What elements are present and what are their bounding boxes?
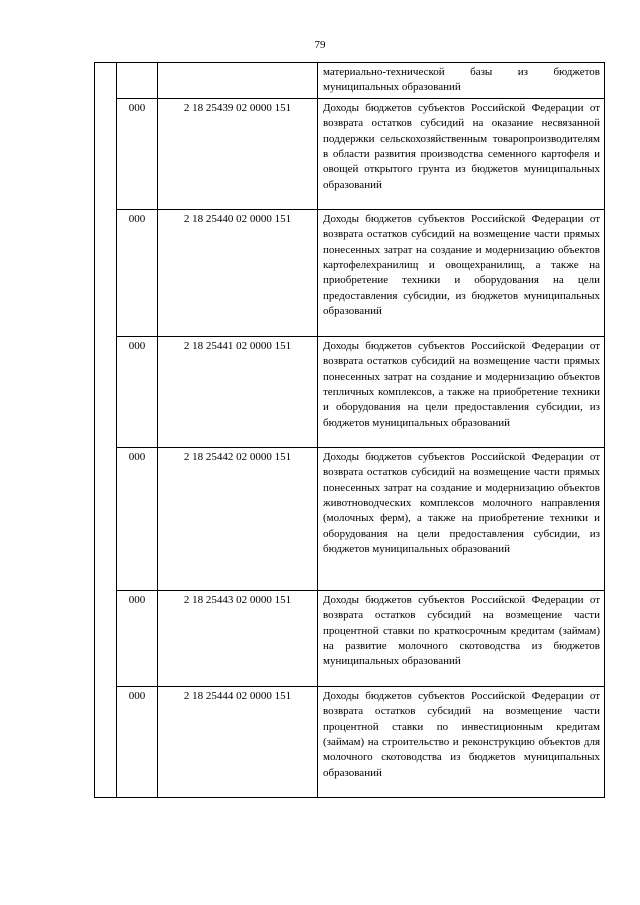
page-number: 79 [314, 39, 326, 51]
table-row [95, 98, 605, 209]
table-row-continuation [95, 63, 605, 99]
income-code-cell: 2 18 25444 02 0000 151 [158, 686, 318, 797]
admin-code-cell [117, 63, 158, 99]
table-row [95, 447, 605, 590]
income-code-cell: 2 18 25441 02 0000 151 [158, 336, 318, 447]
admin-code-cell: 000 [117, 209, 158, 336]
income-name-cell: Доходы бюджетов субъектов Российской Федерации от возврата остатков субсидий на возмещение части процентной ставки по инвестиционным кредитам (займам) на строительство и реконструкцию объектов для молочного скотоводства из бюджетов муниципальных образований [318, 686, 605, 797]
income-name-cell: материально-технической базы из бюджетов муниципальных образований [318, 63, 605, 99]
income-name-cell: Доходы бюджетов субъектов Российской Федерации от возврата остатков субсидий на возмещение части процентной ставки по краткосрочным кредитам (займам) на развитие молочного скотоводства из бюджетов муниципальных образований [318, 590, 605, 686]
income-code-cell: 2 18 25443 02 0000 151 [158, 590, 318, 686]
admin-code-cell: 000 [117, 336, 158, 447]
income-name-cell: Доходы бюджетов субъектов Российской Федерации от возврата остатков субсидий на возмещение части прямых понесенных затрат на создание и модернизацию объектов животноводческих комплексов молочного направления (молочных ферм), а также на приобретение техники и оборудования на цели предоставления субсидии, из бюджетов муниципальных образований [318, 447, 605, 590]
income-codes-table [94, 62, 605, 798]
table-row [95, 686, 605, 797]
income-name-cell: Доходы бюджетов субъектов Российской Федерации от возврата остатков субсидий на возмещение части прямых понесенных затрат на создание и модернизацию объектов картофелехранилищ и овощехранилищ, а также на приобретение техники и оборудования на цели предоставления субсидии, из бюджетов муниципальных образований [318, 209, 605, 336]
income-name-cell: Доходы бюджетов субъектов Российской Федерации от возврата остатков субсидий на оказание несвязанной поддержки сельскохозяйственным товаропроизводителям в области развития производства семенного картофеля и овощей открытого грунта из бюджетов муниципальных образований [318, 98, 605, 209]
admin-code-cell: 000 [117, 447, 158, 590]
table-row [95, 336, 605, 447]
income-name-cell: Доходы бюджетов субъектов Российской Федерации от возврата остатков субсидий на возмещение части прямых понесенных затрат на создание и модернизацию объектов тепличных комплексов, а также на приобретение техники и оборудования на цели предоставления субсидии, из бюджетов муниципальных образований [318, 336, 605, 447]
income-code-cell [158, 63, 318, 99]
admin-code-cell: 000 [117, 98, 158, 209]
admin-code-cell: 000 [117, 686, 158, 797]
admin-code-cell: 000 [117, 590, 158, 686]
income-code-cell: 2 18 25442 02 0000 151 [158, 447, 318, 590]
income-code-cell: 2 18 25439 02 0000 151 [158, 98, 318, 209]
table-row [95, 209, 605, 336]
row-number-cell [95, 63, 117, 798]
income-code-cell: 2 18 25440 02 0000 151 [158, 209, 318, 336]
table-row [95, 590, 605, 686]
